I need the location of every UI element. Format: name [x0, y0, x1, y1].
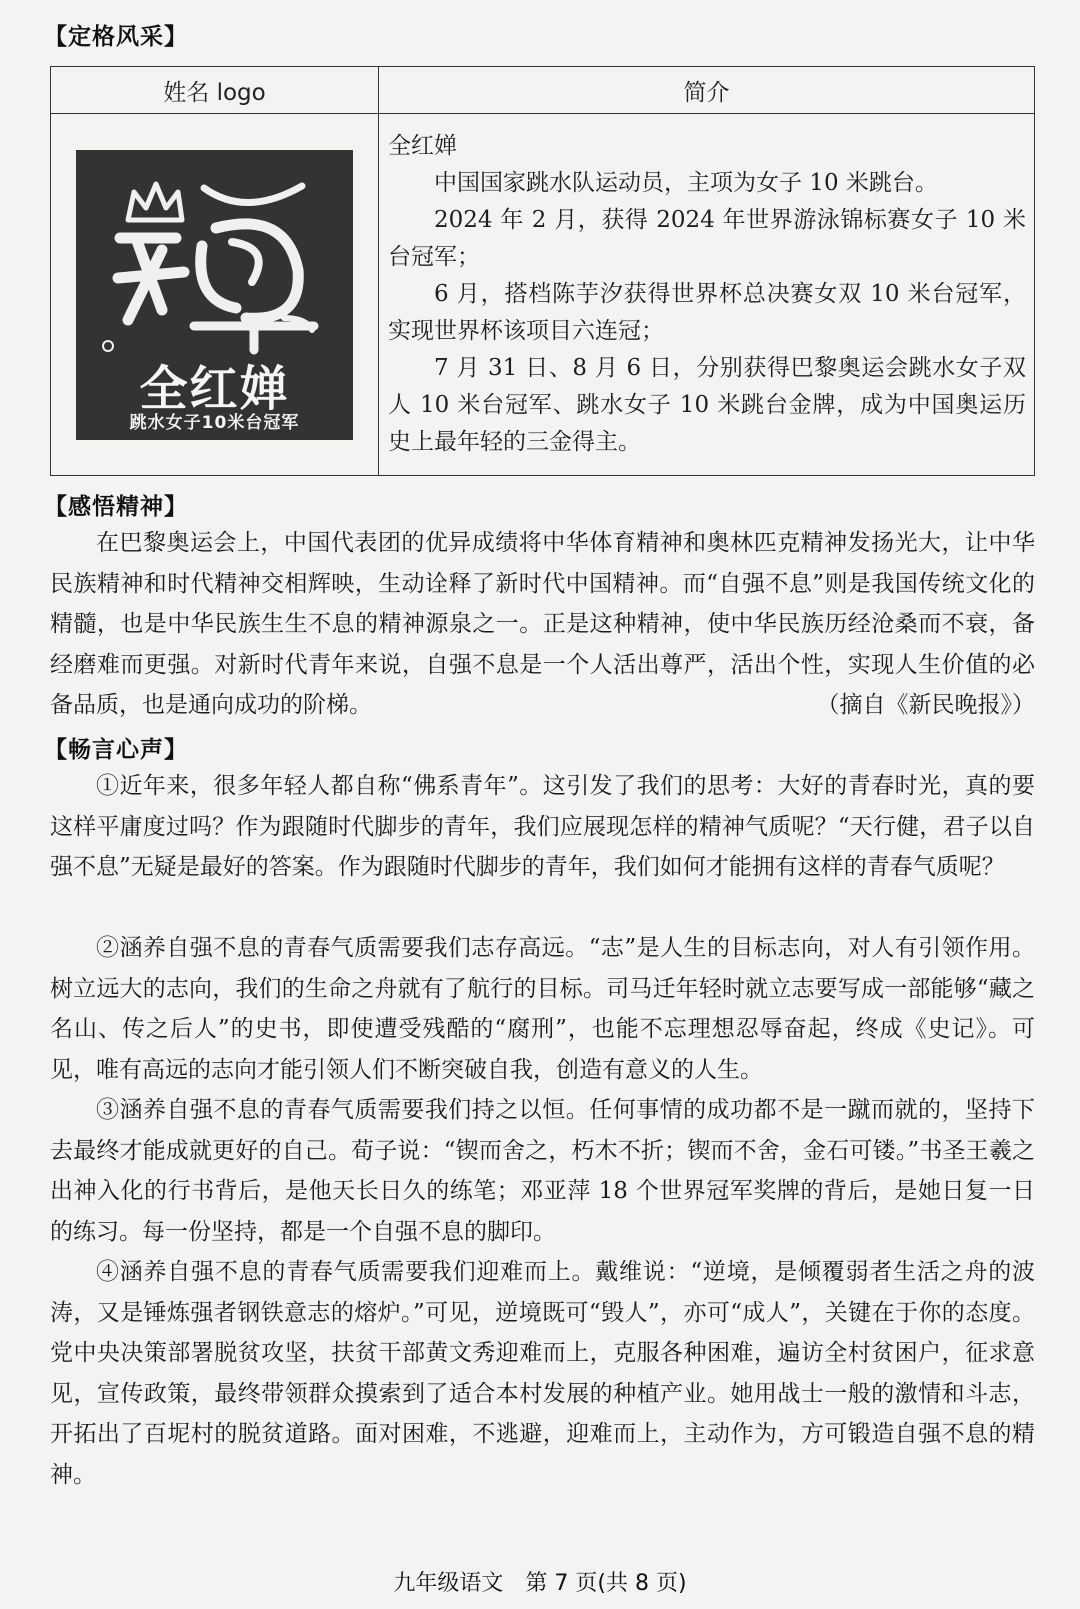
voice-heading: 【畅言心声】 [44, 737, 188, 763]
logo-cell [51, 114, 379, 476]
spirit-text: 在巴黎奥运会上，中国代表团的优异成绩将中华体育精神和奥林匹克精神发扬光大，让中华民族精神和时代精神交相辉映，生动诠释了新时代中国精神。而“自强不息”则是我国传统文化的精髓，也是中华民族生生不息的精神源泉之一。正是这种精神，使中华民族历经沧桑而不衰，备经磨难而更强。对新时代青年来说，自强不息是一个人活出尊严，活出个性，实现人生价值的必备品质，也是通向成功的阶梯。 [50, 530, 1035, 718]
spirit-source: （摘自《新民晚报》） [816, 692, 1035, 718]
intro-line: 中国国家跳水队运动员，主项为女子 10 米跳台。 [434, 170, 938, 196]
logo-name-text: 全红婵 [139, 360, 290, 417]
profile-table [50, 66, 1035, 476]
page-footer: 九年级语文 第 7 页(共 8 页) [393, 1571, 687, 1596]
voice-paragraph-2: ②涵养自强不息的青春气质需要我们志存高远。“志”是人生的目标志向，对人有引领作用。树立远大的志向，我们的生命之舟就有了航行的目标。司马迁年轻时就立志要写成一部能够“藏之名山、传之后人”的史书，即使遭受残酷的“腐刑”，也能不忘理想忍辱奋起，终成《史记》。可见，唯有高远的志向才能引领人们不断突破自我，创造有意义的人生。 [50, 935, 1035, 1083]
intro-line: 7 月 31 日、8 月 6 日，分别获得巴黎奥运会跳水女子双人 10 米台冠军、跳水女子 10 米跳台金牌，成为中国奥运历史上最年轻的三金得主。 [388, 355, 1026, 455]
voice-paragraph-3: ③涵养自强不息的青春气质需要我们持之以恒。任何事情的成功都不是一蹴而就的，坚持下去最终才能成就更好的自己。荀子说：“锲而舍之，朽木不折；锲而不舍，金石可镂。”书圣王羲之出神入化的行书背后，是他天长日久的练笔；邓亚萍 18 个世界冠军奖牌的背后，是她日复一日的练习。每一份坚持，都是一个自强不息的脚印。 [50, 1097, 1035, 1245]
profile-heading: 【定格风采】 [44, 24, 188, 50]
intro-name: 全红婵 [388, 133, 457, 159]
table-header-logo: 姓名 logo [51, 67, 379, 114]
voice-paragraph-1: ①近年来，很多年轻人都自称“佛系青年”。这引发了我们的思考：大好的青春时光，真的要这样平庸度过吗？作为跟随时代脚步的青年，我们应展现怎样的精神气质呢？“天行健，君子以自强不息”无疑是最好的答案。作为跟随时代脚步的青年，我们如何才能拥有这样的青春气质呢？ [50, 773, 1035, 880]
athlete-logo [76, 150, 353, 440]
intro-line: 6 月，搭档陈芋汐获得世界杯总决赛女双 10 米台冠军，实现世界杯该项目六连冠； [388, 281, 1026, 344]
spirit-heading: 【感悟精神】 [44, 494, 188, 520]
spirit-paragraph [50, 523, 1035, 726]
intro-line: 2024 年 2 月，获得 2024 年世界游泳锦标赛女子 10 米台冠军； [388, 207, 1026, 270]
table-header-intro: 简介 [379, 67, 1035, 114]
intro-cell [379, 114, 1035, 476]
logo-subtitle-text: 跳水女子10米台冠军 [129, 412, 300, 433]
voice-paragraph-4: ④涵养自强不息的青春气质需要我们迎难而上。戴维说：“逆境，是倾覆弱者生活之舟的波涛，又是锤炼强者钢铁意志的熔炉。”可见，逆境既可“毁人”，亦可“成人”，关键在于你的态度。党中央决策部署脱贫攻坚，扶贫干部黄文秀迎难而上，克服各种困难，遍访全村贫困户，征求意见，宣传政策，最终带领群众摸索到了适合本村发展的种植产业。她用战士一般的激情和斗志，开拓出了百坭村的脱贫道路。面对困难，不逃避，迎难而上，主动作为，方可锻造自强不息的精神。 [50, 1259, 1035, 1488]
